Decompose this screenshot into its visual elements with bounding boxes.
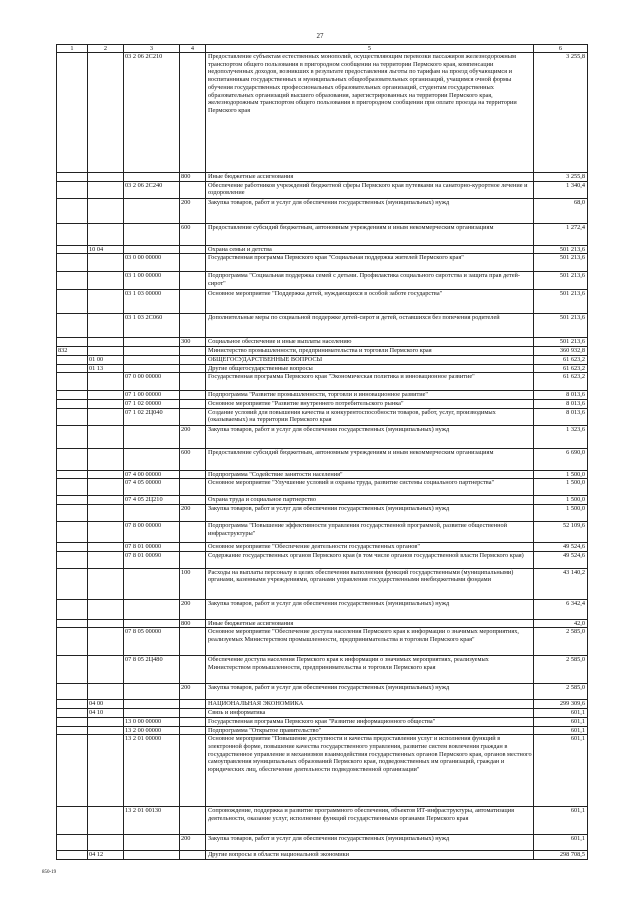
target-item-code-cell: 03 1 03 00000 xyxy=(124,290,180,314)
table-row xyxy=(57,522,588,543)
table-row xyxy=(57,628,588,656)
ministry-code-cell xyxy=(57,479,88,496)
description-cell: ОБЩЕГОСУДАРСТВЕННЫЕ ВОПРОСЫ xyxy=(206,355,534,364)
target-item-code-cell: 03 0 00 00000 xyxy=(124,254,180,272)
section-code-cell xyxy=(88,470,124,479)
table-row xyxy=(57,391,588,400)
section-code-cell xyxy=(88,425,124,448)
amount-cell: 2 585,0 xyxy=(534,656,588,684)
ministry-code-cell xyxy=(57,551,88,568)
expense-type-code-cell: 800 xyxy=(180,173,206,182)
description-cell: Основное мероприятие "Повышение доступности и качества предоставления услуг и исполнения функций в электронной форме, повышение качества государственного управления, развитие систем вовлечения граждан в государственное управление и механизмов взаимодействия государственных органов Пермского края, органов местного самоуправления муниципальных образований Пермского края, подведомственных им организаций, граждан и юридических лиц, обеспечение деятельности подведомственной организации" xyxy=(206,735,534,807)
table-row xyxy=(57,53,588,173)
amount-cell: 52 109,6 xyxy=(534,522,588,543)
ministry-code-cell xyxy=(57,338,88,347)
amount-cell: 42,0 xyxy=(534,619,588,628)
section-code-cell xyxy=(88,181,124,198)
amount-cell: 43 140,2 xyxy=(534,568,588,599)
amount-cell: 299 309,6 xyxy=(534,700,588,709)
description-cell: Обеспечение работников учреждений бюджетной сферы Пермского края путевками на санаторно-курортное лечение и оздоровление xyxy=(206,181,534,198)
section-code-cell xyxy=(88,448,124,470)
target-item-code-cell: 07 8 01 00000 xyxy=(124,543,180,552)
section-code-cell xyxy=(88,198,124,223)
table-header-row xyxy=(57,45,588,53)
amount-cell: 601,1 xyxy=(534,807,588,835)
header-cell-6: 6 xyxy=(534,45,588,53)
expense-type-code-cell xyxy=(180,53,206,173)
target-item-code-cell xyxy=(124,173,180,182)
amount-cell: 501 213,6 xyxy=(534,272,588,290)
section-code-cell xyxy=(88,347,124,356)
ministry-code-cell xyxy=(57,470,88,479)
section-code-cell xyxy=(88,568,124,599)
expense-type-code-cell: 600 xyxy=(180,223,206,245)
section-code-cell xyxy=(88,391,124,400)
table-row xyxy=(57,181,588,198)
target-item-code-cell: 07 8 05 2Ц480 xyxy=(124,656,180,684)
table-row xyxy=(57,807,588,835)
target-item-code-cell xyxy=(124,223,180,245)
section-code-cell xyxy=(88,619,124,628)
section-code-cell xyxy=(88,807,124,835)
amount-cell: 1 500,0 xyxy=(534,496,588,505)
target-item-code-cell xyxy=(124,851,180,860)
description-cell: Содержание государственных органов Пермского края (в том числе органов государственной власти Пермского края) xyxy=(206,551,534,568)
table-row xyxy=(57,355,588,364)
table-row xyxy=(57,599,588,619)
table-row xyxy=(57,173,588,182)
description-cell: Закупка товаров, работ и услуг для обеспечения государственных (муниципальных) нужд xyxy=(206,425,534,448)
table-row xyxy=(57,470,588,479)
target-item-code-cell xyxy=(124,355,180,364)
expense-type-code-cell xyxy=(180,717,206,726)
table-row xyxy=(57,656,588,684)
ministry-code-cell xyxy=(57,373,88,391)
ministry-code-cell xyxy=(57,835,88,851)
table-row xyxy=(57,347,588,356)
ministry-code-cell xyxy=(57,851,88,860)
section-code-cell: 10 04 xyxy=(88,245,124,254)
expense-type-code-cell: 600 xyxy=(180,448,206,470)
table-row xyxy=(57,726,588,735)
target-item-code-cell xyxy=(124,599,180,619)
description-cell: Закупка товаров, работ и услуг для обеспечения государственных (муниципальных) нужд xyxy=(206,599,534,619)
target-item-code-cell xyxy=(124,568,180,599)
table-row xyxy=(57,851,588,860)
section-code-cell xyxy=(88,551,124,568)
amount-cell: 501 213,6 xyxy=(534,290,588,314)
target-item-code-cell: 03 1 03 2С060 xyxy=(124,314,180,338)
expense-type-code-cell: 200 xyxy=(180,505,206,522)
section-code-cell xyxy=(88,835,124,851)
table-row xyxy=(57,709,588,718)
description-cell: Государственная программа Пермского края "Экономическая политика и инновационное развитие" xyxy=(206,373,534,391)
section-code-cell xyxy=(88,290,124,314)
expense-type-code-cell: 200 xyxy=(180,599,206,619)
section-code-cell xyxy=(88,399,124,408)
expense-type-code-cell xyxy=(180,373,206,391)
description-cell: Другие вопросы в области национальной экономики xyxy=(206,851,534,860)
section-code-cell xyxy=(88,272,124,290)
amount-cell: 61 623,2 xyxy=(534,355,588,364)
description-cell: Государственная программа Пермского края "Социальная поддержка жителей Пермского края" xyxy=(206,254,534,272)
expense-type-code-cell xyxy=(180,245,206,254)
expense-type-code-cell: 200 xyxy=(180,198,206,223)
description-cell: Основное мероприятие "Развитие внутреннего потребительского рынка" xyxy=(206,399,534,408)
table-row xyxy=(57,245,588,254)
table-row xyxy=(57,684,588,700)
target-item-code-cell xyxy=(124,347,180,356)
section-code-cell xyxy=(88,254,124,272)
description-cell: Другие общегосударственные вопросы xyxy=(206,364,534,373)
expense-type-code-cell xyxy=(180,181,206,198)
description-cell: Закупка товаров, работ и услуг для обеспечения государственных (муниципальных) нужд xyxy=(206,505,534,522)
ministry-code-cell xyxy=(57,408,88,425)
ministry-code-cell xyxy=(57,568,88,599)
table-row xyxy=(57,543,588,552)
target-item-code-cell: 13 2 00 00000 xyxy=(124,726,180,735)
ministry-code-cell xyxy=(57,656,88,684)
ministry-code-cell xyxy=(57,364,88,373)
description-cell: Подпрограмма "Открытое правительство" xyxy=(206,726,534,735)
expense-type-code-cell xyxy=(180,726,206,735)
ministry-code-cell xyxy=(57,807,88,835)
expense-type-code-cell xyxy=(180,479,206,496)
header-cell-2: 2 xyxy=(88,45,124,53)
target-item-code-cell: 07 1 00 00000 xyxy=(124,391,180,400)
target-item-code-cell xyxy=(124,425,180,448)
amount-cell: 1 500,0 xyxy=(534,479,588,496)
ministry-code-cell xyxy=(57,709,88,718)
section-code-cell: 04 00 xyxy=(88,700,124,709)
table-row xyxy=(57,496,588,505)
expense-type-code-cell xyxy=(180,399,206,408)
expense-type-code-cell xyxy=(180,272,206,290)
target-item-code-cell: 13 2 01 00130 xyxy=(124,807,180,835)
table-row xyxy=(57,254,588,272)
expense-type-code-cell xyxy=(180,391,206,400)
header-cell-4: 4 xyxy=(180,45,206,53)
expense-type-code-cell xyxy=(180,709,206,718)
expense-type-code-cell xyxy=(180,347,206,356)
description-cell: Подпрограмма "Развитие промышленности, торговли и инновационное развитие" xyxy=(206,391,534,400)
description-cell: Основное мероприятие "Поддержка детей, нуждающихся в особой заботе государства" xyxy=(206,290,534,314)
target-item-code-cell: 07 8 01 00090 xyxy=(124,551,180,568)
target-item-code-cell xyxy=(124,835,180,851)
table-row xyxy=(57,717,588,726)
amount-cell: 601,1 xyxy=(534,717,588,726)
section-code-cell xyxy=(88,373,124,391)
expense-type-code-cell xyxy=(180,735,206,807)
target-item-code-cell: 07 1 02 2Ц040 xyxy=(124,408,180,425)
target-item-code-cell: 07 4 05 00000 xyxy=(124,479,180,496)
description-cell: Основное мероприятие "Обеспечение доступа населения Пермского края к информации о значимых мероприятиях, реализуемых Министерством промышленности, предпринимательства и торговли Пермского края" xyxy=(206,628,534,656)
section-code-cell xyxy=(88,408,124,425)
amount-cell: 8 013,6 xyxy=(534,408,588,425)
target-item-code-cell xyxy=(124,700,180,709)
description-cell: Обеспечение доступа населения Пермского края к информации о значимых мероприятиях, реализуемых Министерством промышленности, предпринимательства и торговли Пермского края xyxy=(206,656,534,684)
ministry-code-cell xyxy=(57,505,88,522)
expense-type-code-cell: 200 xyxy=(180,684,206,700)
target-item-code-cell: 07 0 00 00000 xyxy=(124,373,180,391)
section-code-cell xyxy=(88,314,124,338)
amount-cell: 1 500,0 xyxy=(534,505,588,522)
ministry-code-cell xyxy=(57,399,88,408)
target-item-code-cell: 07 4 05 2Ц210 xyxy=(124,496,180,505)
description-cell: НАЦИОНАЛЬНАЯ ЭКОНОМИКА xyxy=(206,700,534,709)
table-row xyxy=(57,272,588,290)
section-code-cell xyxy=(88,628,124,656)
amount-cell: 501 213,6 xyxy=(534,314,588,338)
section-code-cell xyxy=(88,223,124,245)
amount-cell: 501 213,6 xyxy=(534,338,588,347)
expense-type-code-cell xyxy=(180,543,206,552)
description-cell: Подпрограмма "Содействие занятости населения" xyxy=(206,470,534,479)
ministry-code-cell xyxy=(57,700,88,709)
ministry-code-cell xyxy=(57,198,88,223)
description-cell: Подпрограмма "Повышение эффективности управления государственной программой, развитие общественной инфраструктуры" xyxy=(206,522,534,543)
description-cell: Закупка товаров, работ и услуг для обеспечения государственных (муниципальных) нужд xyxy=(206,684,534,700)
table-body xyxy=(57,45,588,860)
table-row xyxy=(57,364,588,373)
amount-cell: 61 623,2 xyxy=(534,373,588,391)
description-cell: Охрана семьи и детства xyxy=(206,245,534,254)
description-cell: Дополнительные меры по социальной поддержке детей-сирот и детей, оставшихся без попечения родителей xyxy=(206,314,534,338)
ministry-code-cell xyxy=(57,245,88,254)
ministry-code-cell xyxy=(57,254,88,272)
ministry-code-cell xyxy=(57,425,88,448)
page-number: 27 xyxy=(316,32,324,40)
expense-type-code-cell xyxy=(180,807,206,835)
ministry-code-cell xyxy=(57,619,88,628)
ministry-code-cell xyxy=(57,543,88,552)
description-cell: Предоставление субъектам естественных монополий, осуществляющим перевозки пассажиров железнодорожным транспортом общего пользования в пригородном сообщении на территории Пермского края, компенсации недополученных доходов, возникших в результате предоставления льготы по тарифам на проезд обучающимся и воспитанникам государственных и муниципальных общеобразовательных организаций, учащимся очной формы обучения государственных профессиональных образовательных организаций, студентам государственных образовательных организаций высшего образования, зарегистрированных на территории Пермского края, железнодорожным транспортом общего пользования в пригородном сообщении при оплате проезда на территории Пермского края xyxy=(206,53,534,173)
description-cell: Предоставление субсидий бюджетным, автономным учреждениям и иным некоммерческим организациям xyxy=(206,448,534,470)
ministry-code-cell xyxy=(57,717,88,726)
expense-type-code-cell: 300 xyxy=(180,338,206,347)
footer-code: 850-19 xyxy=(42,870,57,875)
table-row xyxy=(57,290,588,314)
table-row xyxy=(57,314,588,338)
ministry-code-cell xyxy=(57,496,88,505)
expense-type-code-cell xyxy=(180,290,206,314)
expense-type-code-cell xyxy=(180,254,206,272)
amount-cell: 68,0 xyxy=(534,198,588,223)
target-item-code-cell: 03 2 06 2С240 xyxy=(124,181,180,198)
table-row xyxy=(57,568,588,599)
section-code-cell xyxy=(88,717,124,726)
description-cell: Основное мероприятие "Обеспечение деятельности государственных органов" xyxy=(206,543,534,552)
amount-cell: 61 623,2 xyxy=(534,364,588,373)
description-cell: Закупка товаров, работ и услуг для обеспечения государственных (муниципальных) нужд xyxy=(206,835,534,851)
target-item-code-cell xyxy=(124,619,180,628)
section-code-cell xyxy=(88,656,124,684)
ministry-code-cell: 832 xyxy=(57,347,88,356)
description-cell: Иные бюджетные ассигнования xyxy=(206,173,534,182)
section-code-cell: 04 12 xyxy=(88,851,124,860)
target-item-code-cell: 03 1 00 00000 xyxy=(124,272,180,290)
section-code-cell xyxy=(88,599,124,619)
target-item-code-cell: 13 2 01 00000 xyxy=(124,735,180,807)
table-row xyxy=(57,479,588,496)
header-cell-3: 3 xyxy=(124,45,180,53)
section-code-cell xyxy=(88,505,124,522)
amount-cell: 49 524,6 xyxy=(534,551,588,568)
target-item-code-cell xyxy=(124,709,180,718)
expense-type-code-cell xyxy=(180,656,206,684)
section-code-cell xyxy=(88,684,124,700)
target-item-code-cell xyxy=(124,364,180,373)
section-code-cell xyxy=(88,522,124,543)
expense-type-code-cell xyxy=(180,364,206,373)
header-cell-1: 1 xyxy=(57,45,88,53)
target-item-code-cell xyxy=(124,448,180,470)
description-cell: Связь и информатика xyxy=(206,709,534,718)
description-cell: Закупка товаров, работ и услуг для обеспечения государственных (муниципальных) нужд xyxy=(206,198,534,223)
amount-cell: 1 323,6 xyxy=(534,425,588,448)
amount-cell: 3 255,8 xyxy=(534,173,588,182)
expense-type-code-cell xyxy=(180,408,206,425)
amount-cell: 2 585,0 xyxy=(534,684,588,700)
description-cell: Социальное обеспечение и иные выплаты населению xyxy=(206,338,534,347)
expense-type-code-cell xyxy=(180,851,206,860)
target-item-code-cell xyxy=(124,684,180,700)
ministry-code-cell xyxy=(57,272,88,290)
ministry-code-cell xyxy=(57,314,88,338)
table-row xyxy=(57,373,588,391)
amount-cell: 601,1 xyxy=(534,735,588,807)
ministry-code-cell xyxy=(57,735,88,807)
expense-type-code-cell xyxy=(180,551,206,568)
amount-cell: 601,1 xyxy=(534,709,588,718)
target-item-code-cell: 13 0 00 00000 xyxy=(124,717,180,726)
description-cell: Иные бюджетные ассигнования xyxy=(206,619,534,628)
expense-type-code-cell xyxy=(180,470,206,479)
amount-cell: 601,1 xyxy=(534,726,588,735)
table-row xyxy=(57,425,588,448)
section-code-cell xyxy=(88,496,124,505)
amount-cell: 3 255,8 xyxy=(534,53,588,173)
table-row xyxy=(57,700,588,709)
section-code-cell xyxy=(88,173,124,182)
ministry-code-cell xyxy=(57,173,88,182)
expense-type-code-cell xyxy=(180,522,206,543)
target-item-code-cell: 07 1 02 00000 xyxy=(124,399,180,408)
description-cell: Подпрограмма "Социальная поддержка семей с детьми. Профилактика социального сиротства и защита прав детей-сирот" xyxy=(206,272,534,290)
ministry-code-cell xyxy=(57,522,88,543)
description-cell: Расходы на выплаты персоналу в целях обеспечения выполнения функций государственными (муниципальными) органами, казенными учреждениями, органами управления государственными внебюджетными фондами xyxy=(206,568,534,599)
table-row xyxy=(57,835,588,851)
description-cell: Сопровождение, поддержка и развитие программного обеспечения, объектов ИТ-инфраструктуры, автоматизация деятельности, оказание услуг, исполнение функций государственными органами Пермского края xyxy=(206,807,534,835)
table-row xyxy=(57,448,588,470)
table-row xyxy=(57,408,588,425)
amount-cell: 8 013,6 xyxy=(534,391,588,400)
ministry-code-cell xyxy=(57,684,88,700)
table-row xyxy=(57,551,588,568)
section-code-cell: 01 00 xyxy=(88,355,124,364)
table-row xyxy=(57,399,588,408)
section-code-cell xyxy=(88,726,124,735)
table-row xyxy=(57,735,588,807)
amount-cell: 6 690,0 xyxy=(534,448,588,470)
amount-cell: 49 524,6 xyxy=(534,543,588,552)
expense-type-code-cell: 800 xyxy=(180,619,206,628)
amount-cell: 6 342,4 xyxy=(534,599,588,619)
budget-table xyxy=(56,44,588,860)
table-row xyxy=(57,198,588,223)
section-code-cell xyxy=(88,479,124,496)
target-item-code-cell: 07 8 05 00000 xyxy=(124,628,180,656)
ministry-code-cell xyxy=(57,290,88,314)
table-row xyxy=(57,223,588,245)
ministry-code-cell xyxy=(57,726,88,735)
expense-type-code-cell xyxy=(180,700,206,709)
section-code-cell: 04 10 xyxy=(88,709,124,718)
description-cell: Основное мероприятие "Улучшение условий и охраны труда, развитие системы социального партнерства" xyxy=(206,479,534,496)
table-row xyxy=(57,338,588,347)
ministry-code-cell xyxy=(57,628,88,656)
expense-type-code-cell xyxy=(180,496,206,505)
description-cell: Государственная программа Пермского края "Развитие информационного общества" xyxy=(206,717,534,726)
target-item-code-cell: 07 4 00 00000 xyxy=(124,470,180,479)
amount-cell: 501 213,6 xyxy=(534,245,588,254)
amount-cell: 1 272,4 xyxy=(534,223,588,245)
section-code-cell xyxy=(88,543,124,552)
amount-cell: 501 213,6 xyxy=(534,254,588,272)
ministry-code-cell xyxy=(57,448,88,470)
ministry-code-cell xyxy=(57,391,88,400)
ministry-code-cell xyxy=(57,53,88,173)
amount-cell: 2 585,0 xyxy=(534,628,588,656)
description-cell: Охрана труда и социальное партнерство xyxy=(206,496,534,505)
amount-cell: 1 340,4 xyxy=(534,181,588,198)
section-code-cell xyxy=(88,338,124,347)
target-item-code-cell xyxy=(124,198,180,223)
amount-cell: 8 013,6 xyxy=(534,399,588,408)
amount-cell: 298 708,5 xyxy=(534,851,588,860)
description-cell: Министерство промышленности, предпринимательства и торговли Пермского края xyxy=(206,347,534,356)
expense-type-code-cell: 100 xyxy=(180,568,206,599)
ministry-code-cell xyxy=(57,355,88,364)
section-code-cell xyxy=(88,735,124,807)
expense-type-code-cell: 200 xyxy=(180,835,206,851)
expense-type-code-cell xyxy=(180,314,206,338)
target-item-code-cell xyxy=(124,505,180,522)
description-cell: Предоставление субсидий бюджетным, автономным учреждениям и иным некоммерческим организациям xyxy=(206,223,534,245)
header-cell-5: 5 xyxy=(206,45,534,53)
target-item-code-cell xyxy=(124,245,180,254)
description-cell: Создание условий для повышения качества и конкурентоспособности товаров, работ, услуг, производимых (оказываемых) на территории Пермского края xyxy=(206,408,534,425)
ministry-code-cell xyxy=(57,599,88,619)
table-row xyxy=(57,619,588,628)
section-code-cell xyxy=(88,53,124,173)
table-row xyxy=(57,505,588,522)
target-item-code-cell xyxy=(124,338,180,347)
amount-cell: 601,1 xyxy=(534,835,588,851)
amount-cell: 1 500,0 xyxy=(534,470,588,479)
ministry-code-cell xyxy=(57,223,88,245)
expense-type-code-cell xyxy=(180,628,206,656)
target-item-code-cell: 07 8 00 00000 xyxy=(124,522,180,543)
target-item-code-cell: 03 2 06 2С210 xyxy=(124,53,180,173)
amount-cell: 360 932,8 xyxy=(534,347,588,356)
expense-type-code-cell: 200 xyxy=(180,425,206,448)
ministry-code-cell xyxy=(57,181,88,198)
expense-type-code-cell xyxy=(180,355,206,364)
section-code-cell: 01 13 xyxy=(88,364,124,373)
